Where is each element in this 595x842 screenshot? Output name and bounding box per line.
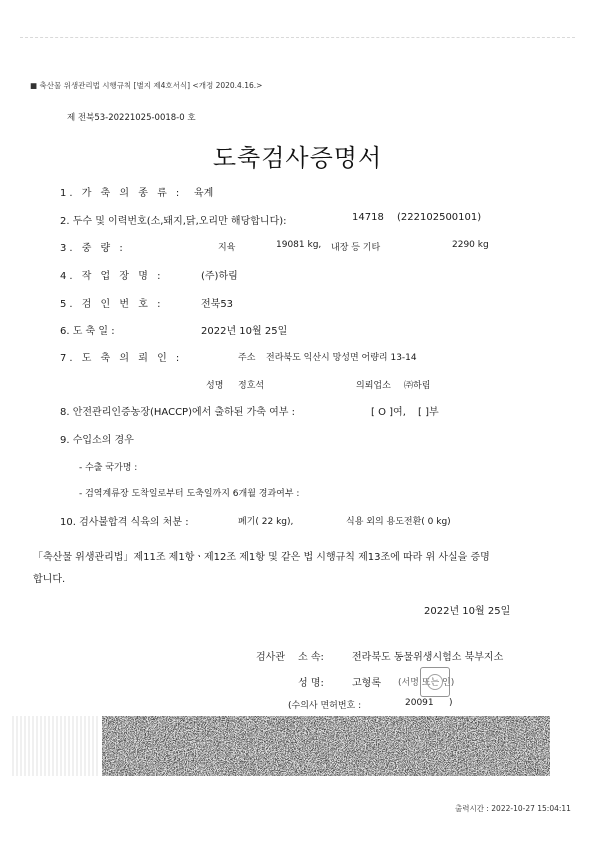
inspector-license-label: (수의사 면허번호 : [288, 701, 362, 711]
item4-label: 4. 작 업 장 명 : [60, 271, 164, 282]
top-divider [20, 37, 575, 38]
item4-value: (주)하림 [201, 271, 238, 282]
item8-no: [ ]부 [418, 407, 439, 418]
inspector-role: 검사관 [256, 652, 285, 663]
item10-other-use: 식용 외의 용도전환( 0 kg) [346, 517, 451, 527]
item3-meat: 지육 [218, 243, 236, 253]
inspector-name-label: 성 명: [298, 678, 324, 689]
certification-line-1: 「축산물 위생관리법」제11조 제1항ㆍ제12조 제1항 및 같은 법 시행규칙 제13조에 따라 위 사실을 증명 [33, 552, 490, 563]
form-header: ■ 축산물 위생관리법 시행규칙 [별지 제4호서식] <개정 2020.4.16.> [30, 81, 263, 90]
inspector-sign-note: (서명 또는 인) [398, 678, 455, 688]
inspector-license-close: ) [449, 698, 453, 708]
item3-other: 내장 등 기타 [331, 243, 381, 253]
inspector-office: 전라북도 동물위생시험소 북부지소 [352, 652, 504, 663]
item7-name-label: 성명 [206, 381, 224, 391]
item8-label: 8. 안전관리인증농장(HACCP)에서 출하된 가축 여부 : [60, 407, 296, 418]
item5-label: 5. 검 인 번 호 : [60, 299, 164, 310]
item3-label: 3. 중 량 : [60, 243, 126, 254]
item5-value: 전북53 [201, 299, 234, 310]
item2-count: 14718 [352, 212, 384, 223]
item10-disposal: 폐기( 22 kg), [238, 517, 294, 527]
item10-label: 10. 검사불합격 식육의 처분 : [60, 517, 189, 528]
inspector-license: 20091 [405, 698, 434, 708]
item9-export-country: - 수출 국가명 : [79, 463, 138, 473]
item7-address: 전라북도 익산시 망성면 어량리 13-14 [266, 353, 417, 363]
item3-meat-value: 19081 kg, [276, 240, 322, 250]
item2-trace: (222102500101) [397, 212, 482, 223]
item6-label: 6. 도 축 일 : [60, 326, 115, 337]
print-timestamp: 출력시간 : 2022-10-27 15:04:11 [455, 804, 571, 813]
item7-business-label: 의뢰업소 [356, 381, 391, 391]
issue-date: 2022년 10월 25일 [424, 606, 511, 617]
page-title: 도축검사증명서 [212, 144, 383, 172]
item1-value: 육계 [194, 188, 214, 199]
security-pattern-small [12, 716, 98, 776]
official-seal [420, 667, 450, 697]
inspector-name: 고형록 [352, 678, 381, 689]
item6-value: 2022년 10월 25일 [201, 326, 288, 337]
item2-label: 2. 두수 및 이력번호(소,돼지,닭,오리만 해당합니다): [60, 216, 287, 227]
item3-other-value: 2290 kg [452, 240, 489, 250]
item7-address-label: 주소 [238, 353, 256, 363]
inspector-office-label: 소 속: [298, 652, 324, 663]
item9-label: 9. 수입소의 경우 [60, 435, 134, 446]
certification-line-2: 합니다. [33, 574, 66, 585]
item8-yes: [ O ]여, [371, 407, 406, 418]
security-pattern [102, 716, 550, 776]
item7-business: ㈜하림 [404, 381, 431, 391]
item7-label: 7. 도 축 의 뢰 인 : [60, 353, 183, 364]
item9-quarantine-period: - 검역계류장 도착일로부터 도축일까지 6개월 경과여부 : [79, 489, 300, 499]
item7-name: 정호석 [238, 381, 265, 391]
document-number: 제 전북53-20221025-0018-0 호 [67, 113, 196, 123]
item1-label: 1. 가 축 의 종 류 : [60, 188, 183, 199]
